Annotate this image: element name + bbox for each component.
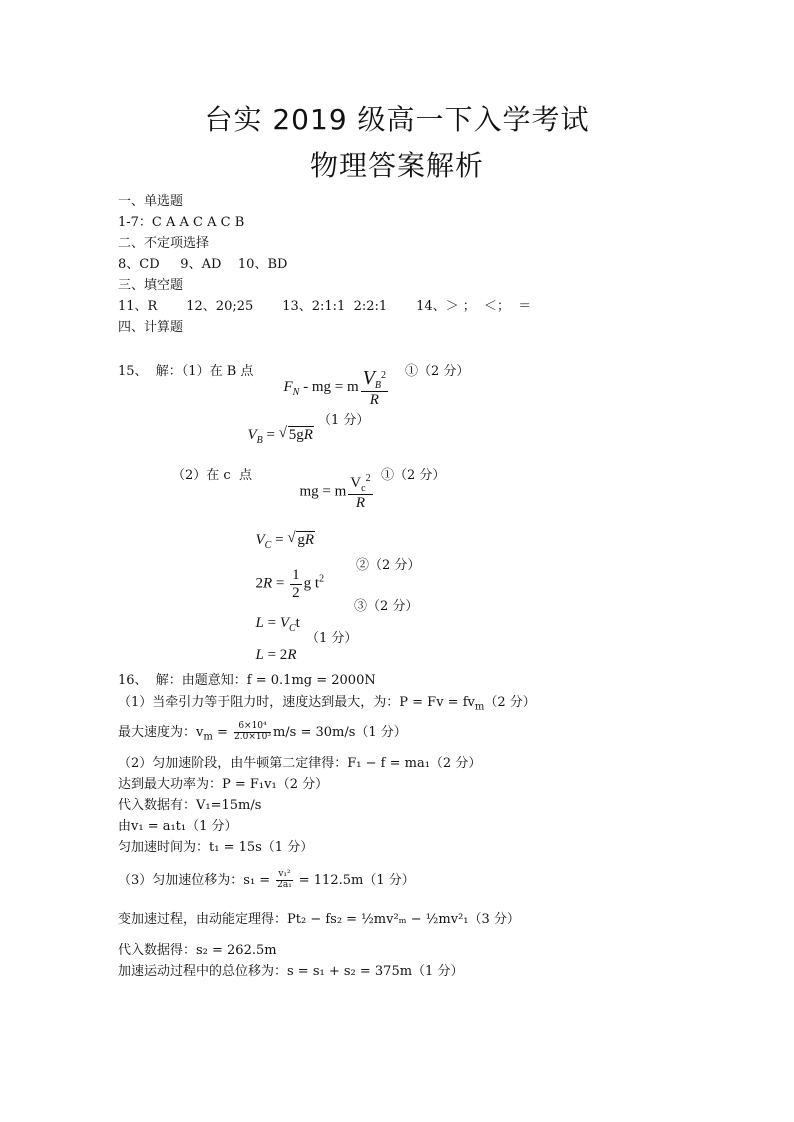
q16-line-5: 达到最大功率为：P = F₁v₁（2 分）: [118, 777, 329, 792]
q15-score-3: ②（2 分）: [356, 558, 421, 573]
section-heading-single-choice: 一、单选题: [118, 194, 184, 209]
q16-line-2: （1）当牵引力等于阻力时，速度达到最大，为：$P = Fv = fv_m(2$ 分）: [118, 695, 536, 713]
q15-eq-b-point: $F_N$ - mg = m $\frac{V_B^2}{R}$: [283, 367, 386, 408]
q15-score-5: （1 分）: [306, 631, 358, 646]
q16-line-7: 由v₁ = a₁t₁（1 分）: [118, 819, 238, 834]
section-heading-calculation: 四、计算题: [118, 320, 184, 335]
q15-eq-2r: 2R = $\frac{1}{2}$ g $t^2$: [255, 567, 325, 601]
q16-line-1: 16、 解：由题意知：f = 0.1mg = 2000N: [118, 673, 376, 688]
q15-part2-label: （2）在 c 点: [172, 468, 252, 483]
section-heading-multi-choice: 二、不定项选择: [118, 236, 210, 251]
q16-line-4: （2）匀加速阶段，由牛顿第二定律得：F₁ − f = ma₁（2 分）: [118, 756, 482, 771]
q15-score-2: ①（2 分）: [381, 468, 446, 483]
q15-eq-c-point: mg = m $\frac{V_c^2}{R}$: [299, 473, 371, 511]
q15-score-1: ①（2 分）: [405, 364, 470, 379]
page-title: 台实 2019 级高一下入学考试: [204, 103, 590, 136]
q16-line-8: 匀加速时间为：t₁ = 15s（1 分）: [118, 840, 314, 855]
q16-line-10: 变加速过程，由动能定理得：Pt₂ − fs₂ = ½mv²ₘ − ½mv²₁（3 分）: [118, 912, 520, 927]
answers-11-14: 11、R 12、20;25 13、2:1:1 2:2:1 14、＞ ； ＜； ＝: [118, 299, 532, 314]
q15-eq-l-2r: L = 2R: [255, 647, 297, 663]
q15-eq-vc: $V_C$ = √ gR: [248, 515, 315, 551]
q15-eq-l: $L = V_Ct$: [255, 615, 300, 634]
q16-line-3: 最大速度为：$v_m$ = $\frac{\text{6×10⁴}}{\text{2.0×10³}}$ m/s = 30m/s（1 分）: [118, 721, 407, 743]
q16-line-9: （3）匀加速位移为：s₁ = $\frac{\text{v₁²}}{\text{2a₁}}$ = 112.5m（1 分）: [118, 869, 415, 890]
q16-line-11: 代入数据得：s₂ = 262.5m: [118, 943, 277, 958]
q15-vb-score: （1 分）: [318, 413, 370, 428]
q15-eq-vb: $V_B$ = √ 5gR: [240, 410, 314, 446]
q15-score-4: ③（2 分）: [354, 599, 419, 614]
q16-line-12: 加速运动过程中的总位移为：s = s₁ + s₂ = 375m（1 分）: [118, 964, 464, 979]
section-heading-fill-blank: 三、填空题: [118, 278, 184, 293]
answers-8-10: 8、CD 9、AD 10、BD: [118, 257, 288, 272]
page-subtitle: 物理答案解析: [309, 149, 484, 182]
answers-1-7: 1-7：C A A C A C B: [118, 215, 245, 230]
q15-label: 15、 解：（1）在 B 点: [118, 364, 254, 379]
q16-line-6: 代入数据有：V₁=15m/s: [118, 798, 262, 813]
